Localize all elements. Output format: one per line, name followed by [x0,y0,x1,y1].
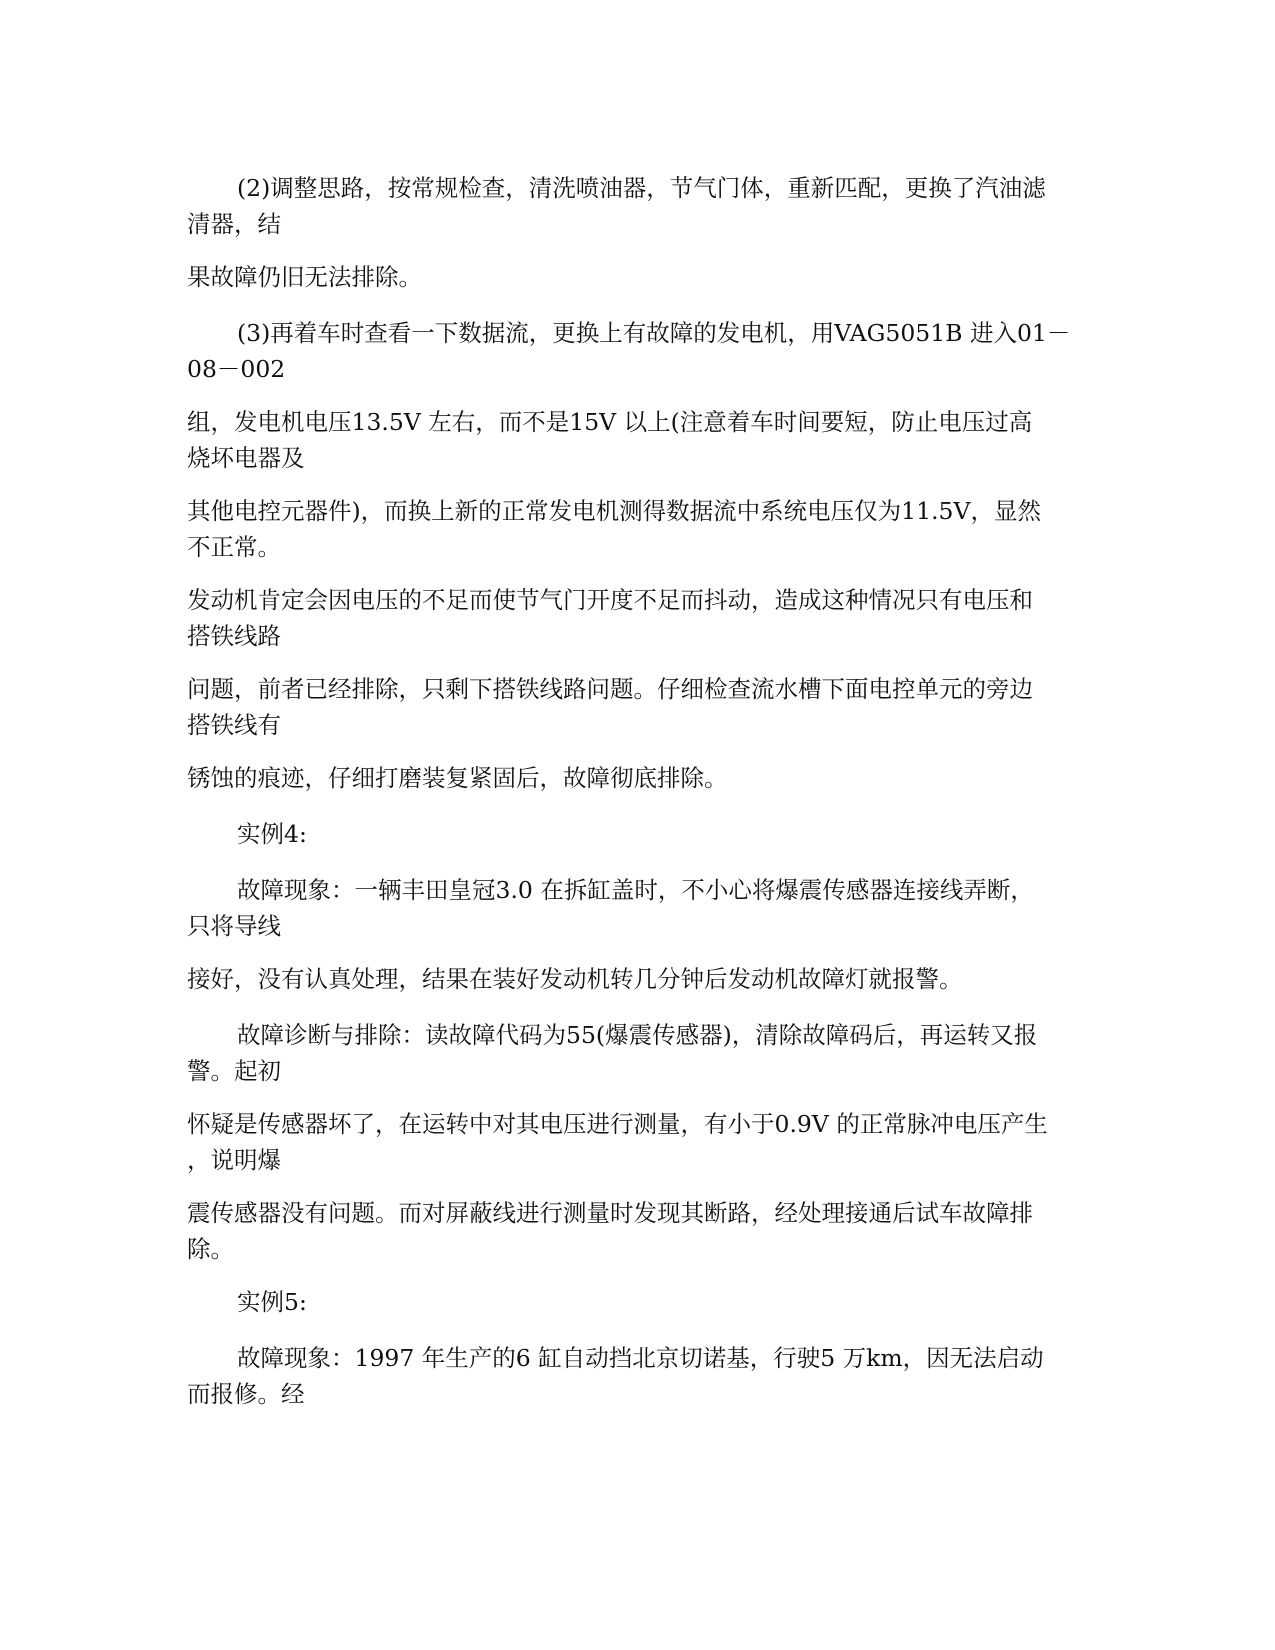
text-line: 故障诊断与排除：读故障代码为55(爆震传感器)，清除故障码后，再运转又报 [237,1021,1038,1049]
text-line: 其他电控元器件)，而换上新的正常发电机测得数据流中系统电压仅为11.5V，显然 [187,497,1041,525]
paragraph-adjust-approach [187,170,1092,242]
paragraph-shield-wire [187,1195,1092,1267]
text-line: 不正常。 [187,533,281,561]
text-line: (3)再着车时查看一下数据流，更换上有故障的发电机，用VAG5051B 进入01－ [237,319,1071,347]
paragraph-corrosion [187,760,1092,796]
paragraph-result [187,259,1092,295]
text-line: 问题，前者已经排除，只剩下搭铁线路问题。仔细检查流水槽下面电控单元的旁边 [187,675,1033,703]
text-line: 搭铁线有 [187,711,281,739]
text-line: 警。起初 [187,1057,281,1085]
text-line: 故障现象：一辆丰田皇冠3.0 在拆缸盖时，不小心将爆震传感器连接线弄断， [237,876,1034,904]
paragraph-fault-symptom-5 [187,1340,1092,1412]
paragraph-diagnosis-4 [187,1017,1092,1089]
paragraph-ground-wire [187,671,1092,743]
text-line: 搭铁线路 [187,622,281,650]
text-line: 而报修。经 [187,1380,305,1408]
text-line: 怀疑是传感器坏了，在运转中对其电压进行测量，有小于0.9V 的正常脉冲电压产生 [187,1110,1048,1138]
paragraph-fault-symptom-4 [187,872,1092,944]
text-line: (2)调整思路，按常规检查，清洗喷油器，节气门体，重新匹配，更换了汽油滤 [237,174,1046,202]
text-line: 清器，结 [187,210,281,238]
heading-example-5 [187,1284,1092,1320]
text-line: 烧坏电器及 [187,444,305,472]
text-line: 除。 [187,1235,234,1263]
text-line: 组，发电机电压13.5V 左右，而不是15V 以上(注意着车时间要短，防止电压过高 [187,408,1033,436]
text-line: ，说明爆 [187,1146,281,1174]
text-line: 锈蚀的痕迹，仔细打磨装复紧固后，故障彻底排除。 [187,764,728,792]
paragraph-engine-shake [187,582,1092,654]
text-line: 实例4: [237,820,307,848]
text-line: 08－002 [187,355,286,383]
paragraph-other-components [187,493,1092,565]
paragraph-sensor-suspect [187,1106,1092,1178]
text-line: 只将导线 [187,912,281,940]
text-line: 故障现象：1997 年生产的6 缸自动挡北京切诺基，行驶5 万km，因无法启动 [237,1344,1044,1372]
text-line: 发动机肯定会因电压的不足而使节气门开度不足而抖动，造成这种情况只有电压和 [187,586,1033,614]
paragraph-warning-light [187,961,1092,997]
text-line: 接好，没有认真处理，结果在装好发动机转几分钟后发动机故障灯就报警。 [187,965,963,993]
text-line: 实例5: [237,1288,307,1316]
text-line: 果故障仍旧无法排除。 [187,263,422,291]
text-line: 震传感器没有问题。而对屏蔽线进行测量时发现其断路，经处理接通后试车故障排 [187,1199,1033,1227]
heading-example-4 [187,816,1092,852]
paragraph-voltage [187,404,1092,476]
paragraph-data-stream [187,315,1092,387]
